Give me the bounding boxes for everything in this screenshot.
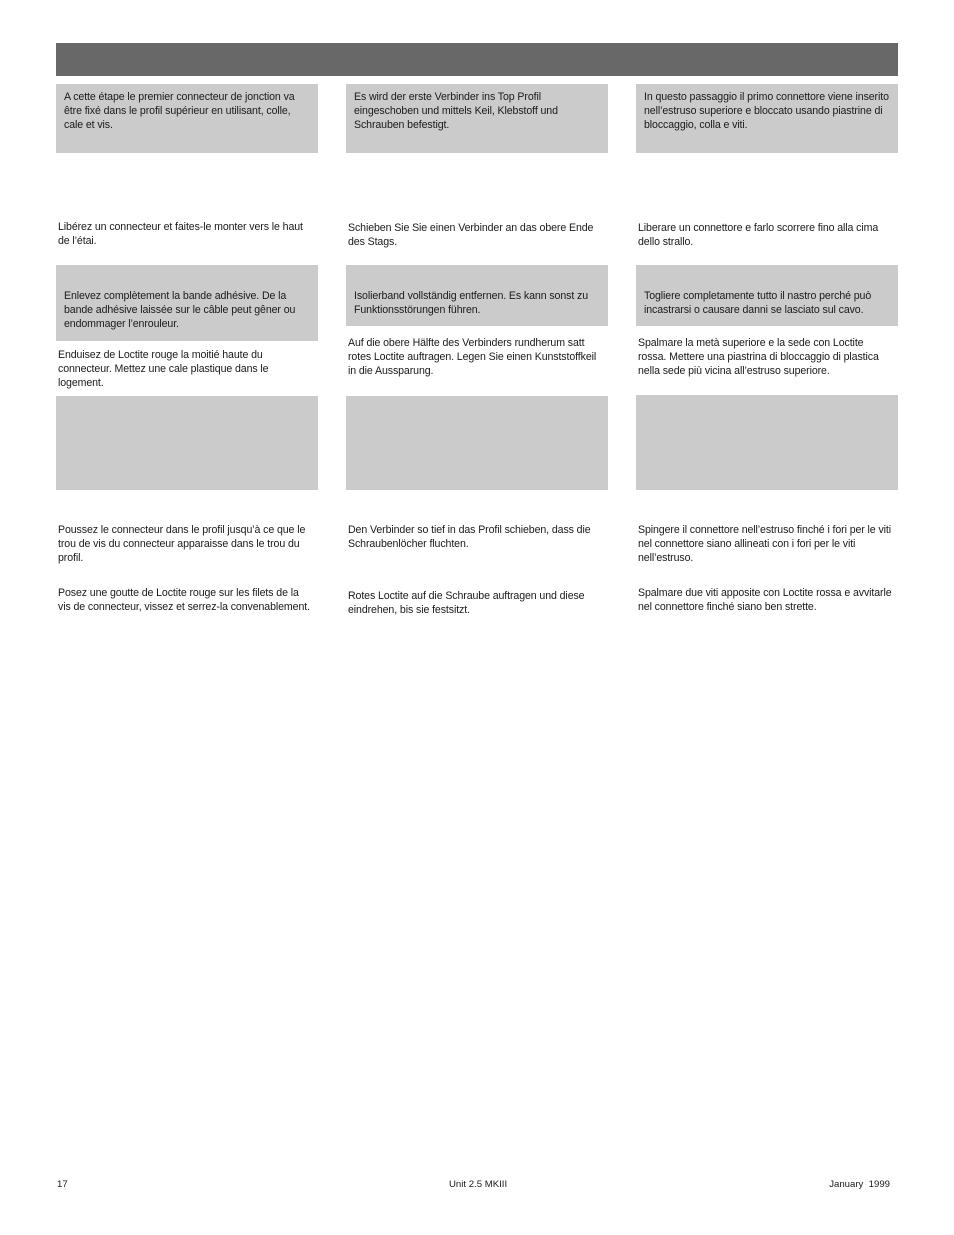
step-3-text: Spingere il connettore nell’estruso finché i fori per le viti nel connettore siano allineati con i fori per le viti nell’estruso.	[638, 524, 891, 565]
step-2-text: Auf die obere Hälfte des Verbinders rundherum satt rotes Loctite auftragen. Legen Sie einen Kunststoffkeil in die Aussparung.	[348, 337, 597, 378]
publication-date: January 1999	[829, 1179, 890, 1190]
warning-text: Enlevez complètement la bande adhésive. De la bande adhésive laissée sur le câble peut gêner ou endommager l’enrouleur.	[64, 290, 296, 331]
intro-box	[636, 84, 898, 153]
warning-text: Isolierband vollständig entfernen. Es kann sonst zu Funktionsstörungen führen.	[354, 290, 588, 317]
step-1-text: Schieben Sie Sie einen Verbinder an das obere Ende des Stags.	[348, 222, 594, 249]
warning-box	[636, 265, 898, 326]
intro-text: In questo passaggio il primo connettore viene inserito nell’estruso superiore e bloccato usando piastrine di bloccaggio, colla e viti.	[644, 91, 889, 132]
page-number: 17	[57, 1179, 68, 1190]
step-4-text: Rotes Loctite auf die Schraube auftragen und diese eindrehen, bis sie festsitzt.	[348, 590, 585, 617]
image-placeholder	[346, 396, 608, 490]
image-placeholder	[56, 396, 318, 490]
intro-box	[346, 84, 608, 153]
product-name: Unit 2.5 MKIII	[449, 1179, 508, 1190]
intro-box	[56, 84, 318, 153]
step-4-text: Spalmare due viti apposite con Loctite rossa e avvitarle nel connettore finché siano ben strette.	[638, 587, 892, 614]
intro-text: Es wird der erste Verbinder ins Top Profil eingeschoben und mittels Keil, Klebstoff und Schrauben befestigt.	[354, 91, 558, 132]
image-placeholder	[636, 395, 898, 490]
warning-box	[56, 265, 318, 341]
step-3-text: Den Verbinder so tief in das Profil schieben, dass die Schraubenlöcher fluchten.	[348, 524, 591, 551]
step-1-text: Libérez un connecteur et faites-le monter vers le haut de l’étai.	[58, 221, 303, 248]
step-2-text: Enduisez de Loctite rouge la moitié haute du connecteur. Mettez une cale plastique dans le logement.	[58, 349, 269, 390]
step-2-text: Spalmare la metà superiore e la sede con Loctite rossa. Mettere una piastrina di bloccaggio di plastica nella sede più vicina all’estruso superiore.	[638, 337, 879, 378]
warning-text: Togliere completamente tutto il nastro perché può incastrarsi o causare danni se lasciato sul cavo.	[644, 290, 872, 317]
intro-text: A cette étape le premier connecteur de jonction va être fixé dans le profil supérieur en utilisant, colle, cale et vis.	[64, 91, 295, 132]
step-3-text: Poussez le connecteur dans le profil jusqu’à ce que le trou de vis du connecteur apparaisse dans le trou du profil.	[58, 524, 306, 565]
warning-box	[346, 265, 608, 326]
step-4-text: Posez une goutte de Loctite rouge sur les filets de la vis de connecteur, vissez et serrez-la convenablement.	[58, 587, 310, 614]
header-bar	[56, 43, 898, 76]
step-1-text: Liberare un connettore e farlo scorrere fino alla cima dello strallo.	[638, 222, 879, 249]
